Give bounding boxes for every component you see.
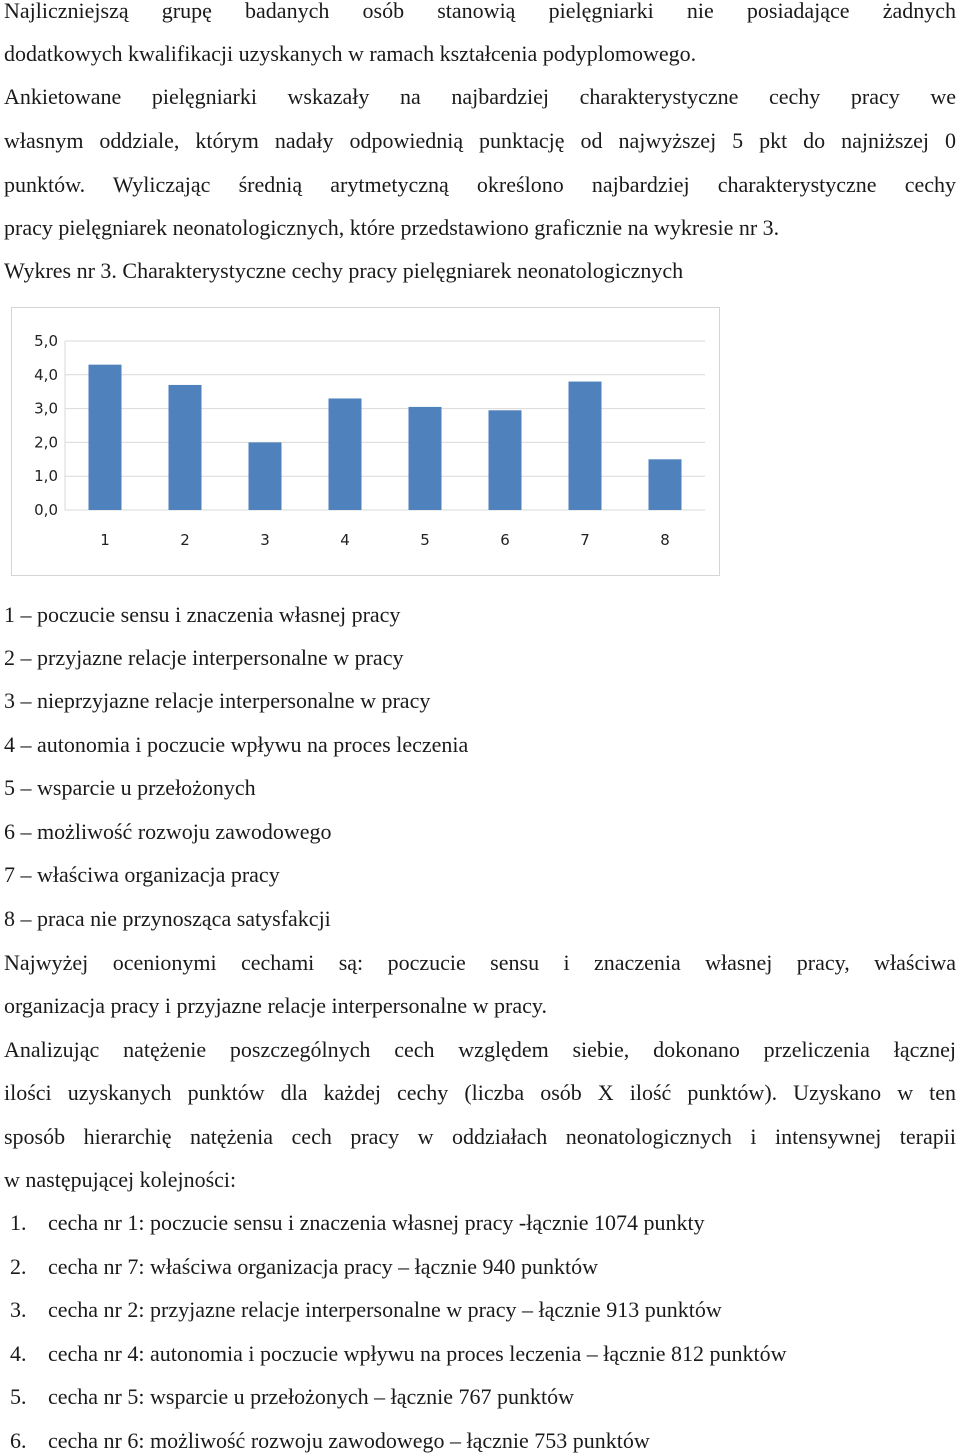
x-tick-label: 1 bbox=[100, 531, 110, 549]
legend-item: 1 – poczucie sensu i znaczenia własnej pracy bbox=[4, 602, 401, 627]
ranking-number: 6. bbox=[10, 1428, 27, 1453]
ranking-item bbox=[4, 1297, 956, 1323]
ranking-number: 4. bbox=[10, 1341, 27, 1366]
bar-chart bbox=[11, 307, 720, 576]
bar bbox=[89, 365, 122, 510]
bar bbox=[649, 459, 682, 510]
ranking-number: 5. bbox=[10, 1384, 27, 1409]
analysis-line: Analizując natężenie poszczególnych cech względem siebie, dokonano przeliczenia łącznej bbox=[4, 1037, 956, 1062]
summary-line: organizacja pracy i przyjazne relacje interpersonalne w pracy. bbox=[4, 993, 547, 1018]
bar bbox=[249, 442, 282, 510]
intro-line: punktów. Wyliczając średnią arytmetyczną określono najbardziej charakterystyczne cechy bbox=[4, 172, 956, 197]
ranking-number: 2. bbox=[10, 1254, 27, 1279]
legend-item: 5 – wsparcie u przełożonych bbox=[4, 775, 256, 800]
legend-item: 7 – właściwa organizacja pracy bbox=[4, 862, 280, 887]
bar bbox=[169, 385, 202, 510]
y-tick-label: 3,0 bbox=[34, 399, 58, 418]
y-tick-label: 2,0 bbox=[34, 433, 58, 452]
ranking-item bbox=[4, 1254, 956, 1280]
summary-line: Najwyżej ocenionymi cechami są: poczucie sensu i znaczenia własnej pracy, właściwa bbox=[4, 950, 956, 975]
analysis-line: ilości uzyskanych punktów dla każdej cechy (liczba osób X ilość punktów). Uzyskano w ten bbox=[4, 1080, 956, 1105]
bar bbox=[329, 398, 362, 510]
ranking-text: cecha nr 1: poczucie sensu i znaczenia własnej pracy -łącznie 1074 punkty bbox=[48, 1210, 705, 1235]
analysis-line: sposób hierarchię natężenia cech pracy w oddziałach neonatologicznych i intensywnej terapii bbox=[4, 1124, 956, 1149]
x-tick-label: 8 bbox=[660, 531, 670, 549]
intro-line: dodatkowych kwalifikacji uzyskanych w ramach kształcenia podyplomowego. bbox=[4, 41, 697, 66]
ranking-item bbox=[4, 1341, 956, 1367]
legend-item: 8 – praca nie przynosząca satysfakcji bbox=[4, 906, 331, 931]
legend-item: 4 – autonomia i poczucie wpływu na proces leczenia bbox=[4, 732, 469, 757]
x-tick-label: 2 bbox=[180, 531, 190, 549]
ranking-text: cecha nr 2: przyjazne relacje interpersonalne w pracy – łącznie 913 punktów bbox=[48, 1297, 722, 1322]
intro-line: własnym oddziale, którym nadały odpowiednią punktację od najwyższej 5 pkt do najniższej 0 bbox=[4, 128, 956, 153]
ranking-text: cecha nr 6: możliwość rozwoju zawodowego – łącznie 753 punktów bbox=[48, 1428, 650, 1453]
intro-line: Najliczniejszą grupę badanych osób stanowią pielęgniarki nie posiadające żadnych bbox=[4, 0, 956, 23]
bar-chart-svg bbox=[12, 308, 719, 575]
ranking-number: 1. bbox=[10, 1210, 27, 1235]
intro-line: pracy pielęgniarek neonatologicznych, które przedstawiono graficznie na wykresie nr 3. bbox=[4, 215, 780, 240]
bar bbox=[409, 407, 442, 510]
x-tick-label: 3 bbox=[260, 531, 270, 549]
legend-item: 2 – przyjazne relacje interpersonalne w pracy bbox=[4, 645, 404, 670]
x-tick-label: 7 bbox=[580, 531, 590, 549]
legend-item: 3 – nieprzyjazne relacje interpersonalne w pracy bbox=[4, 688, 431, 713]
ranking-item bbox=[4, 1428, 956, 1454]
y-tick-label: 1,0 bbox=[34, 467, 58, 486]
figure-caption: Wykres nr 3. Charakterystyczne cechy pracy pielęgniarek neonatologicznych bbox=[4, 258, 684, 283]
y-tick-label: 4,0 bbox=[34, 365, 58, 384]
ranking-item bbox=[4, 1384, 956, 1410]
y-tick-label: 0,0 bbox=[34, 501, 58, 519]
x-tick-label: 4 bbox=[340, 531, 350, 549]
intro-line: Ankietowane pielęgniarki wskazały na najbardziej charakterystyczne cechy pracy we bbox=[4, 84, 956, 109]
y-tick-label: 5,0 bbox=[34, 332, 58, 350]
analysis-line: w następującej kolejności: bbox=[4, 1167, 237, 1192]
bar bbox=[569, 382, 602, 510]
ranking-number: 3. bbox=[10, 1297, 27, 1322]
bar bbox=[489, 410, 522, 510]
ranking-text: cecha nr 4: autonomia i poczucie wpływu na proces leczenia – łącznie 812 punktów bbox=[48, 1341, 787, 1366]
legend-item: 6 – możliwość rozwoju zawodowego bbox=[4, 819, 332, 844]
ranking-item bbox=[4, 1210, 956, 1236]
ranking-text: cecha nr 7: właściwa organizacja pracy – łącznie 940 punktów bbox=[48, 1254, 598, 1279]
x-tick-label: 5 bbox=[420, 531, 430, 549]
ranking-text: cecha nr 5: wsparcie u przełożonych – łącznie 767 punktów bbox=[48, 1384, 574, 1409]
x-tick-label: 6 bbox=[500, 531, 510, 549]
